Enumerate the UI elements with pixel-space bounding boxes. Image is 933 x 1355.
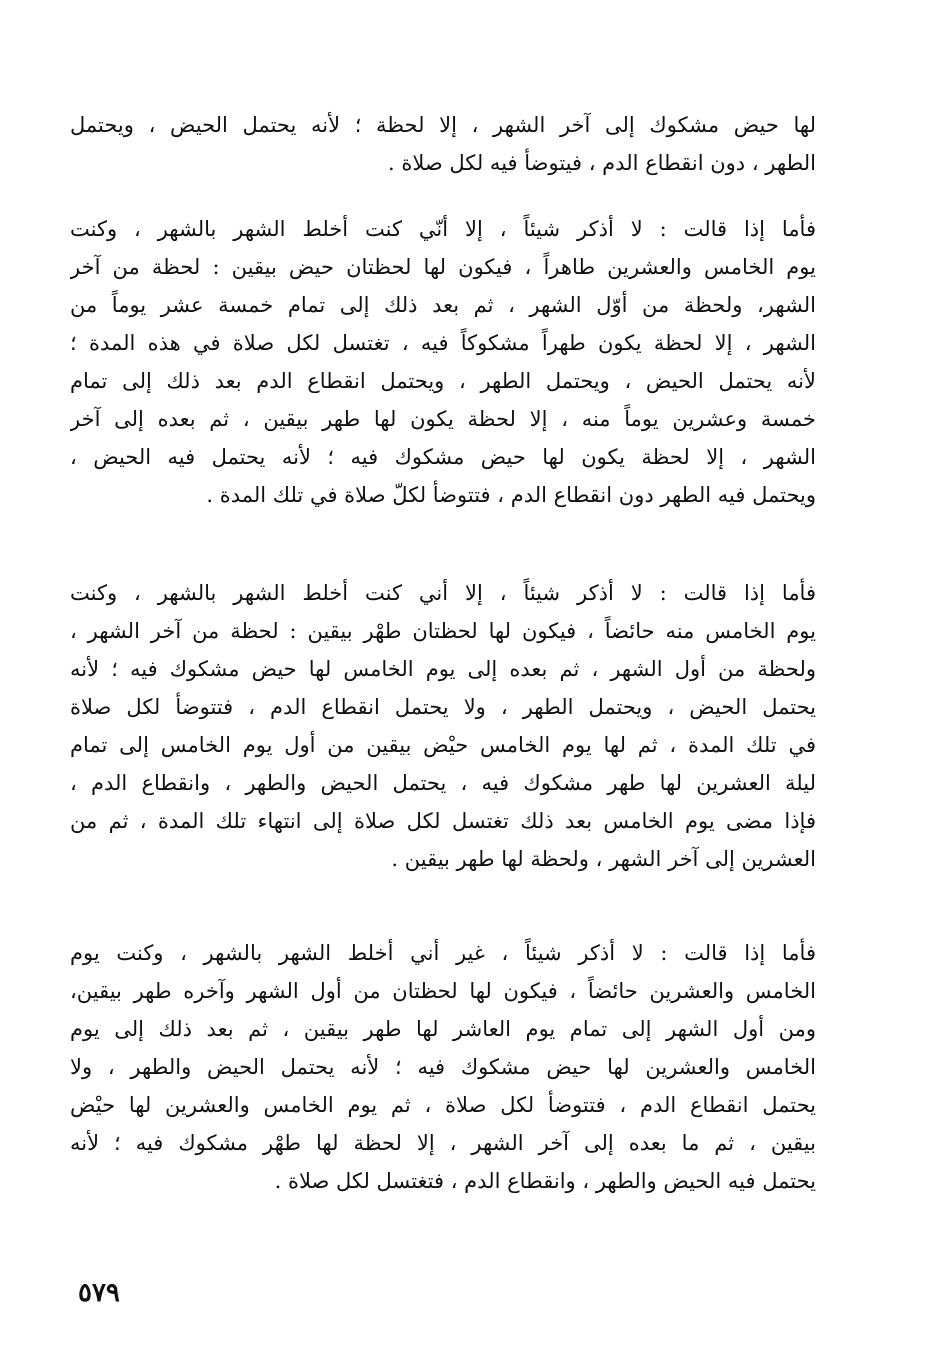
text-line: لها حيض مشكوك إلى آخر الشهر ، إلا لحظة ؛ لأنه يحتمل الحيض ، ويحتمل — [70, 113, 816, 137]
text-line: بيقين ، ثم ما بعده إلى آخر الشهر ، إلا لحظة لها طهْر مشكوك فيه ؛ لأنه — [70, 1131, 816, 1155]
text-line: خمسة وعشرين يوماً منه ، إلا لحظة يكون لها طهر بيقين ، ثم بعده إلى آخر — [70, 407, 816, 431]
text-line: العشرين إلى آخر الشهر ، ولحظة لها طهر بيقين . — [391, 847, 816, 871]
text-line: يوم الخامس منه حائضاً ، فيكون لها لحظتان طهْر بيقين : لحظة من آخر الشهر ، — [70, 619, 816, 643]
paragraph-4 — [70, 934, 816, 1200]
text-line: الخامس والعشرين لها حيض مشكوك فيه ؛ لأنه يحتمل الحيض والطهر ، ولا — [70, 1055, 816, 1079]
text-line: الخامس والعشرين حائضاً ، فيكون لها لحظتان من أول الشهر وآخره طهر بيقين، — [70, 979, 816, 1003]
paragraph-2 — [70, 210, 816, 514]
text-line: فإذا مضى يوم الخامس بعد ذلك تغتسل لكل صلاة إلى انتهاء تلك المدة ، ثم من — [70, 809, 816, 833]
text-line: يحتمل الحيض ، ويحتمل الطهر ، ولا يحتمل انقطاع الدم ، فتتوضأ لكل صلاة — [70, 695, 816, 719]
text-line: الشهر، ولحظة من أوّل الشهر ، ثم بعد ذلك إلى تمام خمسة عشر يوماً من — [70, 293, 816, 317]
text-line: لأنه يحتمل الحيض ، ويحتمل الطهر ، ويحتمل انقطاع الدم بعد ذلك إلى تمام — [70, 369, 816, 393]
text-line: الشهر ، إلا لحظة يكون لها حيض مشكوك فيه ؛ لأنه يحتمل فيه الحيض ، — [70, 445, 816, 469]
text-line: ليلة العشرين لها طهر مشكوك فيه ، يحتمل الحيض والطهر ، وانقطاع الدم ، — [70, 771, 816, 795]
text-line: الشهر ، إلا لحظة يكون طهراً مشكوكاً فيه ، تغتسل لكل صلاة في هذه المدة ؛ — [70, 331, 816, 355]
paragraph-1 — [70, 106, 816, 182]
page-number: ٥٧٩ — [78, 1278, 120, 1308]
text-line: ويحتمل فيه الطهر دون انقطاع الدم ، فتتوضأ لكلّ صلاة في تلك المدة . — [206, 483, 816, 507]
text-line: الطهر ، دون انقطاع الدم ، فيتوضأ فيه لكل صلاة . — [387, 151, 816, 175]
text-line: فأما إذا قالت : لا أذكر شيئاً ، إلا أني كنت أخلط الشهر بالشهر ، وكنت — [70, 581, 816, 605]
text-line: يحتمل فيه الحيض والطهر ، وانقطاع الدم ، فتغتسل لكل صلاة . — [274, 1169, 816, 1193]
text-line: يحتمل انقطاع الدم ، فتتوضأ لكل صلاة ، ثم يوم الخامس والعشرين لها حيْض — [70, 1093, 816, 1117]
text-line: في تلك المدة ، ثم لها يوم الخامس حيْض بيقين من أول يوم الخامس إلى تمام — [70, 733, 816, 757]
text-line: فأما إذا قالت : لا أذكر شيئاً ، إلا أنّي كنت أخلط الشهر بالشهر ، وكنت — [70, 217, 816, 241]
body-text — [70, 106, 816, 1256]
text-line: ولحظة من أول الشهر ، ثم بعده إلى يوم الخامس لها حيض مشكوك فيه ؛ لأنه — [70, 657, 816, 681]
text-line: فأما إذا قالت : لا أذكر شيئاً ، غير أني أخلط الشهر بالشهر ، وكنت يوم — [70, 941, 816, 965]
paragraph-3 — [70, 574, 816, 878]
text-line: ومن أول الشهر إلى تمام يوم العاشر لها طهر بيقين ، ثم بعد ذلك إلى يوم — [70, 1017, 816, 1041]
text-line: يوم الخامس والعشرين طاهراً ، فيكون لها لحظتان حيض بيقين : لحظة من آخر — [70, 255, 816, 279]
